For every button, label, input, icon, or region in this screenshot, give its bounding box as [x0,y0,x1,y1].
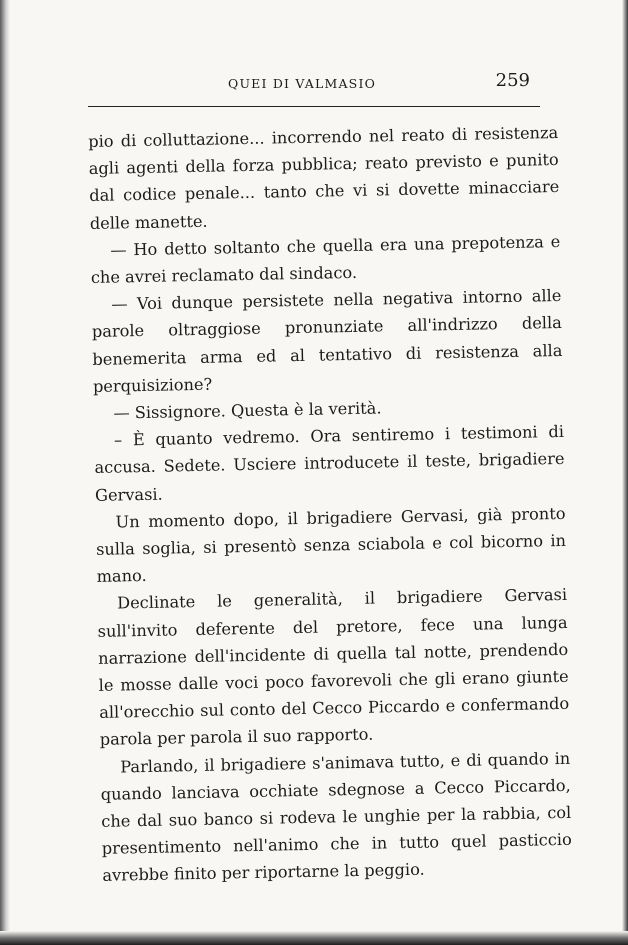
paragraph: pio di colluttazione... incorrendo nel reato di resistenza agli agenti della forza pubblica; reato previsto e punito dal codice penale... tanto che vi si dovette minacciare delle manette. [88,122,560,233]
paragraph: Parlando, il brigadiere s'animava tutto, e di quando in quando lanciava occhiate sdegnose a Cecco Piccardo, che dal suo banco si rodeva le unghie per la rabbia, col presentimento nell'animo che in tutto quel pasticcio avrebbe finito per riportarne la peggio. [100,748,572,886]
body-text [88,119,573,890]
page-bottom-edge [0,931,628,945]
page-header [88,64,540,94]
page-number: 259 [495,70,530,91]
paragraph: – È quanto vedremo. Ora sentiremo i testimoni di accusa. Sedete. Usciere introducete il teste, brigadiere Gervasi. [94,422,565,505]
paragraph: — Voi dunque persistete nella negativa intorno alle parole oltraggiose pronunziate all'indrizzo della benemerita arma ed al tentativo di resistenza alla perquisizione? [91,286,563,396]
paragraph: — Ho detto soltanto che quella era una prepotenza e che avrei reclamato dal sindaco. [90,231,561,287]
paragraph: Declinate le generalità, il brigadiere Gervasi sull'invito deferente del pretore, fece una lunga narrazione dell'incidente di quella tal notte, prendendo le mosse dalle voci poco favorevoli che gli erano giunte all'orecchio sul conto del Cecco Piccardo e confermando parola per parola il suo rapporto. [97,585,570,750]
page-right-edge [622,0,628,945]
page-gutter-shadow [0,0,10,945]
paragraph: — Sissignore. Questa è la verità. [113,398,382,423]
header-rule [88,106,540,107]
running-title: QUEI DI VALMASIO [228,76,377,91]
paragraph: Un momento dopo, il brigadiere Gervasi, già pronto sulla soglia, si presentò senza sciabola e col bicorno in mano. [95,503,567,587]
